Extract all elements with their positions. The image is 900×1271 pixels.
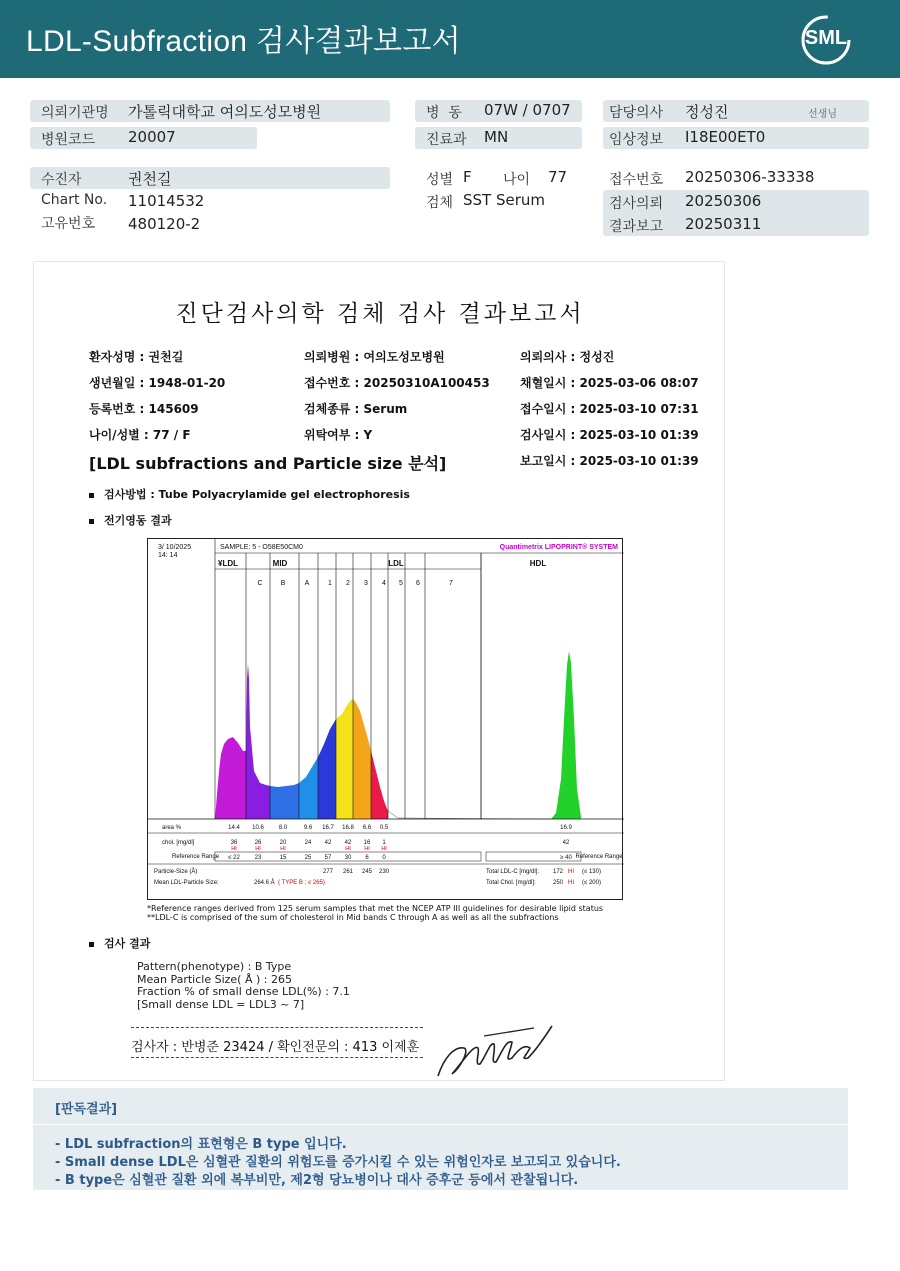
- sex-label: 성별: [426, 172, 454, 188]
- lipoprint-chart-svg: [148, 539, 624, 901]
- report-date-label: 결과보고: [609, 219, 664, 235]
- chart-mean-type: ( TYPE B ; ≤ 265): [278, 880, 325, 886]
- chart-particle-value-3: 230: [378, 869, 390, 875]
- meta-hospital: 의뢰병원 : 여의도성모병원: [304, 350, 445, 364]
- chart-region-4: [318, 719, 336, 819]
- sml-logo-text: SML: [804, 27, 848, 49]
- chart-chol-value-6: 16: [363, 840, 371, 846]
- chart-band-label-5: 3: [364, 580, 368, 587]
- chart-region-0: [215, 737, 246, 819]
- sex-value: F: [463, 168, 472, 186]
- hospital-code-value: 20007: [128, 128, 176, 146]
- hospital-code-label: 병원코드: [41, 132, 96, 148]
- electro-text: 전기영동 결과: [104, 514, 172, 527]
- chart-band-label-3: 1: [328, 580, 332, 587]
- chart-chol-value-3: 24: [304, 840, 312, 846]
- examiner-line: 검사자 : 반병준 23424 / 확인전문의 : 413 이제훈: [131, 1040, 420, 1055]
- chart-area-value-7: 0.5: [379, 825, 389, 831]
- chart-chol-label: chol. [mg/dl]: [162, 840, 195, 846]
- age-value: 77: [548, 168, 568, 186]
- meta-reported: 보고일시 : 2025-03-10 01:39: [520, 454, 699, 468]
- doctor-suffix: 선생님: [808, 109, 837, 120]
- result-line-1: Pattern(phenotype) : B Type: [137, 960, 292, 973]
- interpretation-panel: [33, 1088, 848, 1190]
- chart-reference-value-7: 0: [382, 855, 386, 861]
- chart-region-6: [353, 699, 371, 819]
- chart-area-value-3: 9.6: [303, 825, 313, 831]
- result-line-3: Fraction % of small dense LDL(%) : 7.1: [137, 985, 350, 999]
- chart-total-ldl-flag: HI: [568, 869, 574, 875]
- interpretation-item: - LDL subfraction의 표현형은 B type 입니다.: [55, 1137, 347, 1152]
- chart-band-label-8: 6: [416, 580, 420, 587]
- ward-value: 07W / 0707: [484, 101, 571, 119]
- chart-group-label-1: MID: [272, 559, 288, 568]
- chart-chol-value-7: 1: [382, 840, 386, 846]
- chart-region-2: [270, 783, 299, 819]
- institution-label: 의뢰기관명: [41, 105, 109, 121]
- chart-reference-value-5: 30: [344, 855, 352, 861]
- chart-total-chol-label: Total Chol. [mg/dl]:: [486, 880, 536, 886]
- request-value: 20250306: [685, 192, 762, 210]
- chart-particle-value-0: 277: [322, 869, 334, 875]
- chart-reference-value-6: 6: [365, 855, 369, 861]
- doctor-label: 담당의사: [609, 105, 664, 121]
- chart-group-label-0: ¥LDL: [218, 559, 238, 568]
- footnote-2: **LDL-C is comprised of the sum of cholesterol in Mid bands C through A as well as all the subfractions: [147, 913, 559, 923]
- chart-area-value-2: 8.0: [278, 825, 288, 831]
- chart-flag-7: HI: [381, 846, 387, 852]
- chart-sample-label: SAMPLE: 5 - O58E50CM0: [220, 544, 303, 551]
- interpretation-item: - Small dense LDL은 심혈관 질환의 위험도를 증가시킬 수 있는 위험인자로 보고되고 있습니다.: [55, 1155, 621, 1170]
- chart-band-label-9: 7: [449, 580, 453, 587]
- dept-label: 진료과: [426, 132, 467, 148]
- id-value: 480120-2: [128, 215, 201, 233]
- chart-band-label-4: 2: [346, 580, 350, 587]
- divider-bottom: [131, 1057, 423, 1058]
- meta-received: 접수일시 : 2025-03-10 07:31: [520, 402, 699, 416]
- result-line-4: [Small dense LDL = LDL3 ~ 7]: [137, 997, 305, 1011]
- chart-particle-label: Particle-Size (Å): [154, 869, 198, 875]
- result-line-2: Mean Particle Size( Å ) : 265: [137, 972, 292, 986]
- chart-flag-6: HI: [364, 846, 370, 852]
- chart-area-value-8: 16.9: [560, 825, 572, 831]
- chart-region-7: [371, 751, 388, 819]
- chart-region-8: [551, 651, 581, 819]
- chart-date-label: 3/ 10/2025: [158, 544, 192, 551]
- chart-band-label-1: B: [280, 580, 286, 587]
- meta-birth: 생년월일 : 1948-01-20: [89, 376, 226, 390]
- receipt-label: 접수번호: [609, 172, 664, 188]
- electro-line: [89, 512, 172, 528]
- chart-system-label: Quantimetrix LIPOPRINT® SYSTEM: [499, 544, 618, 551]
- meta-physician: 의뢰의사 : 정성진: [520, 350, 615, 364]
- meta-tested: 검사일시 : 2025-03-10 01:39: [520, 428, 699, 442]
- meta-name: 환자성명 : 권천길: [89, 350, 184, 364]
- specimen-label: 검체: [426, 195, 454, 211]
- chart-mean-value: 264.6 Å: [254, 880, 275, 886]
- meta-reg: 등록번호 : 145609: [89, 402, 199, 416]
- method-text: 검사방법 : Tube Polyacrylamide gel electrophoresis: [104, 488, 410, 501]
- chart-mean-label: Mean LDL-Particle Size:: [154, 880, 219, 886]
- result-details: [137, 961, 350, 1012]
- chart-region-5: [336, 699, 353, 819]
- chart-reference-value-0: ≤ 22: [228, 855, 240, 861]
- chart-group-label-2: LDL: [388, 559, 404, 568]
- chart-band-label-2: A: [304, 580, 310, 587]
- meta-receipt: 접수번호 : 20250310A100453: [304, 376, 490, 390]
- signature-icon: [434, 1018, 554, 1084]
- chart-band-label-7: 5: [399, 580, 403, 587]
- chart-band-label-0: C: [257, 580, 263, 587]
- chart-area-label: area %: [162, 825, 182, 831]
- chart-time-label: 14: 14: [158, 552, 178, 559]
- meta-collect: 채혈일시 : 2025-03-06 08:07: [520, 376, 699, 390]
- institution-value: 가톨릭대학교 여의도성모병원: [128, 103, 322, 121]
- request-label: 검사의뢰: [609, 196, 664, 212]
- chart-chol-value-0: 36: [230, 840, 238, 846]
- chart-chol-value-5: 42: [344, 840, 352, 846]
- chart-chol-value-2: 20: [279, 840, 287, 846]
- lab-report-sheet: [33, 261, 725, 1081]
- chart-group-label-3: HDL: [529, 559, 547, 568]
- specimen-value: SST Serum: [463, 191, 546, 209]
- interpretation-item: - B type은 심혈관 질환 외에 복부비만, 제2형 당뇨병이나 대사 증후군 등에서 관찰됩니다.: [55, 1173, 579, 1188]
- chart-flag-2: HI: [280, 846, 286, 852]
- report-sheet-title: 진단검사의학 검체 검사 결과보고서: [175, 301, 585, 327]
- footnote-1: *Reference ranges derived from 125 serum samples that met the NCEP ATP III guidelines for desirable lipid status: [147, 904, 604, 913]
- age-label: 나이: [503, 172, 531, 188]
- chart-total-chol-ref: (≤ 200): [582, 880, 601, 886]
- chart-reference-value-2: 15: [279, 855, 287, 861]
- chart-baseline-trace: [388, 811, 551, 819]
- meta-outsourced: 위탁여부 : Y: [304, 428, 373, 442]
- clinical-label: 임상정보: [609, 132, 664, 148]
- result-heading: 검사 결과: [104, 937, 151, 950]
- meta-agesex: 나이/성별 : 77 / F: [89, 428, 191, 442]
- report-header: [0, 0, 900, 78]
- chart-band-label-6: 4: [382, 580, 386, 587]
- chart-chol-value-4: 42: [324, 840, 332, 846]
- chart-area-value-1: 10.6: [252, 825, 264, 831]
- chart-particle-value-2: 245: [361, 869, 373, 875]
- chart-region-1: [246, 664, 270, 819]
- chart-reference-value-1: 23: [254, 855, 262, 861]
- lipoprint-chart: [147, 538, 623, 900]
- interpretation-heading: [판독결과]: [55, 1102, 118, 1117]
- chart-reference-value-4: 57: [324, 855, 332, 861]
- chart-area-value-6: 6.6: [362, 825, 372, 831]
- chart-chol-value-8: 42: [562, 840, 570, 846]
- analysis-section-title: [LDL subfractions and Particle size 분석]: [89, 454, 447, 473]
- chart-total-ldl-ref: (≤ 130): [582, 869, 601, 875]
- chart-area-value-0: 14.4: [228, 825, 240, 831]
- chart-reference-value-8: ≥ 40: [560, 855, 572, 861]
- id-label: 고유번호: [41, 216, 96, 232]
- chart-particle-value-1: 261: [342, 869, 354, 875]
- chart-reference-label-hdl: Reference Range: [575, 854, 623, 860]
- dept-value: MN: [484, 128, 509, 146]
- result-heading-line: [89, 935, 150, 951]
- chart-reference-label: Reference Range: [172, 854, 220, 860]
- divider-top: [131, 1027, 423, 1028]
- chart-value: 11014532: [128, 192, 205, 210]
- meta-specimen: 검체종류 : Serum: [304, 402, 408, 416]
- chart-area-value-5: 16.8: [342, 825, 354, 831]
- chart-footnotes: [147, 904, 603, 922]
- chart-total-ldl-value: 172: [553, 869, 564, 875]
- chart-reference-value-3: 25: [304, 855, 312, 861]
- chart-area-value-4: 16.7: [322, 825, 334, 831]
- doctor-value: 정성진: [685, 103, 729, 121]
- chart-region-3: [299, 757, 318, 819]
- patient-value: 권천길: [128, 170, 172, 188]
- ward-label: 병 동: [426, 105, 462, 121]
- method-line: [89, 486, 410, 502]
- chart-flag-5: HI: [345, 846, 351, 852]
- clinical-value: I18E00ET0: [685, 128, 766, 146]
- patient-label: 수진자: [41, 172, 82, 188]
- chart-flag-1: HI: [255, 846, 261, 852]
- chart-chol-value-1: 26: [254, 840, 262, 846]
- report-title: LDL-Subfraction 검사결과보고서: [26, 25, 461, 58]
- chart-total-chol-value: 250: [553, 880, 564, 886]
- chart-label: Chart No.: [41, 192, 108, 208]
- chart-total-chol-flag: HI: [568, 880, 574, 886]
- receipt-value: 20250306-33338: [685, 168, 815, 186]
- chart-total-ldl-label: Total LDL-C [mg/dl]:: [486, 869, 540, 875]
- chart-flag-0: HI: [231, 846, 237, 852]
- report-date-value: 20250311: [685, 215, 762, 233]
